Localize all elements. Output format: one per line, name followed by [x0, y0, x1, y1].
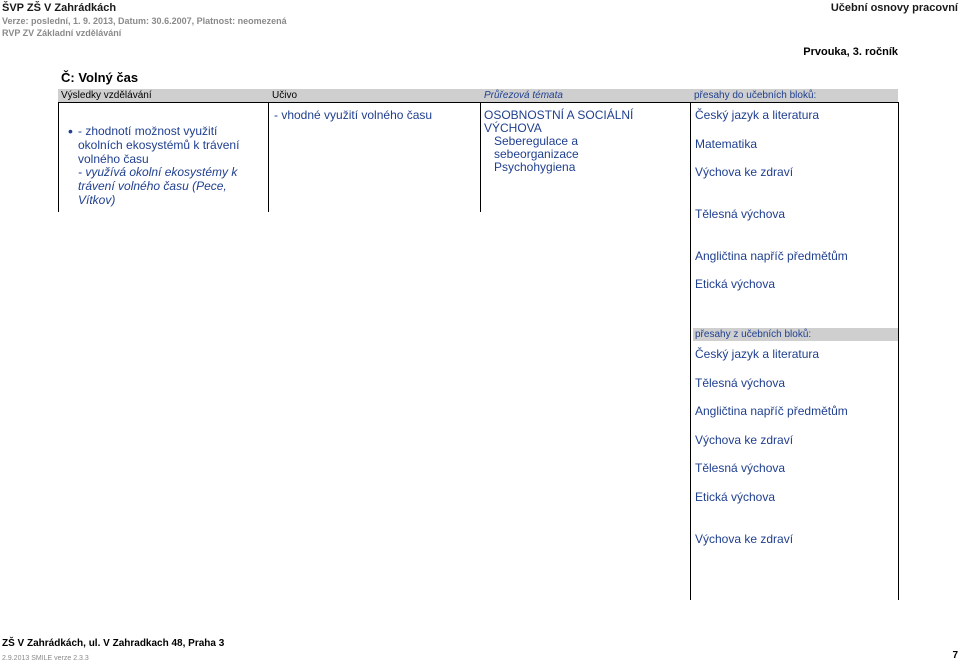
- overlap-from-subject: Výchova ke zdraví: [695, 532, 794, 546]
- overlap-from-subject: Angličtina napříč předmětům: [695, 404, 848, 418]
- table-border-left: [58, 102, 59, 212]
- column-header-content: Učivo: [272, 90, 298, 101]
- outcome-line: - zhodnotí možnost využití: [78, 124, 218, 138]
- cross-topic-heading: VÝCHOVA: [484, 121, 542, 135]
- overlaps-from-header: přesahy z učebních bloků:: [693, 328, 898, 341]
- footer-software-version: 2.9.2013 SMILE verze 2.3.3: [2, 655, 89, 662]
- overlap-to-subject: Etická výchova: [695, 277, 776, 291]
- table-top-line: [58, 102, 899, 103]
- footer-address: ZŠ V Zahrádkách, ul. V Zahradkach 48, Praha 3: [2, 638, 225, 649]
- column-header-outcomes: Výsledky vzdělávání: [61, 90, 152, 101]
- outcome-bullet: •: [68, 123, 73, 139]
- document-type: Učební osnovy pracovní: [830, 2, 958, 14]
- program-line: RVP ZV Základní vzdělávání: [2, 28, 122, 38]
- outcome-italic-line: - využívá okolní ekosystémy k: [78, 165, 238, 179]
- page-number: 7: [952, 650, 958, 661]
- overlap-from-subject: Etická výchova: [695, 490, 776, 504]
- overlap-to-subject: Tělesná výchova: [695, 207, 786, 221]
- version-line: Verze: poslední, 1. 9. 2013, Datum: 30.6.2007, Platnost: neomezená: [2, 16, 287, 26]
- content-item: - vhodné využití volného času: [274, 108, 433, 122]
- outcome-italic-line: Vítkov): [78, 193, 116, 207]
- overlap-from-subject: Tělesná výchova: [695, 461, 786, 475]
- column-header-overlaps-to: přesahy do učebních bloků:: [694, 90, 817, 101]
- cross-topic-item: Seberegulace a: [494, 134, 579, 148]
- table-border-right: [898, 102, 899, 600]
- document-title: ŠVP ZŠ V Zahrádkách: [2, 2, 117, 14]
- table-border-2: [480, 102, 481, 212]
- overlap-to-subject: Matematika: [695, 137, 758, 151]
- column-header-cross-topics: Průřezová témata: [484, 90, 563, 101]
- outcome-italic-line: trávení volného času (Pece,: [78, 179, 227, 193]
- overlap-to-subject: Český jazyk a literatura: [695, 108, 820, 122]
- section-title: Č: Volný čas: [61, 70, 139, 85]
- table-border-3: [690, 102, 691, 600]
- overlap-to-subject: Výchova ke zdraví: [695, 165, 794, 179]
- overlap-from-subject: Tělesná výchova: [695, 376, 786, 390]
- table-border-1: [268, 102, 269, 212]
- subject-grade: Prvouka, 3. ročník: [803, 46, 898, 58]
- cross-topic-heading: OSOBNOSTNÍ A SOCIÁLNÍ: [484, 108, 634, 122]
- overlap-from-subject: Výchova ke zdraví: [695, 433, 794, 447]
- cross-topic-item: Psychohygiena: [494, 160, 576, 174]
- outcome-line: okolních ekosystémů k trávení: [78, 138, 240, 152]
- cross-topic-item: sebeorganizace: [494, 147, 579, 161]
- overlap-to-subject: Angličtina napříč předmětům: [695, 249, 848, 263]
- outcome-line: volného času: [78, 152, 149, 166]
- overlap-from-subject: Český jazyk a literatura: [695, 347, 820, 361]
